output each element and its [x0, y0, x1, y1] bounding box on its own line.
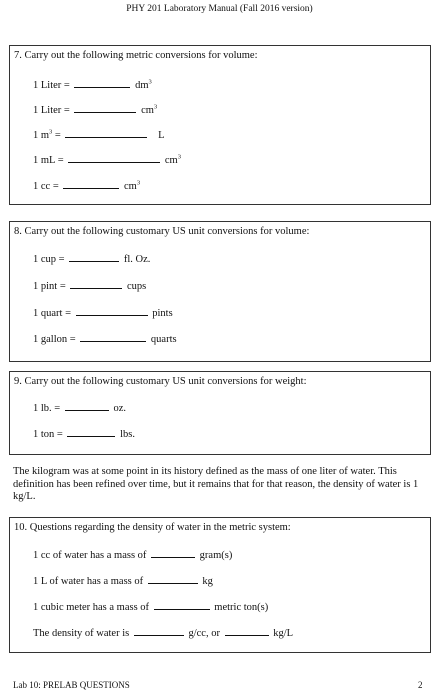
q10-row-3-answer-blank[interactable]	[154, 600, 210, 610]
question-8-box	[9, 221, 431, 362]
q8-row-4-answer-blank[interactable]	[80, 332, 146, 342]
q10-row-3-unit: metric ton(s)	[214, 602, 269, 613]
q7-row-4-label: 1 mL =	[33, 155, 64, 166]
q9-row-2-label: 1 ton =	[33, 429, 63, 440]
q7-row-4	[33, 153, 181, 166]
q7-row-1	[33, 78, 152, 91]
q7-row-3	[33, 128, 165, 141]
q7-row-3-label-sup: 3	[49, 128, 53, 136]
q8-row-2	[33, 279, 146, 292]
q10-row-2	[33, 574, 213, 587]
q10-row-3-label: 1 cubic meter has a mass of	[33, 602, 150, 613]
q7-row-1-unit: dm	[135, 80, 149, 91]
q8-row-3	[33, 306, 173, 319]
q7-row-5-label: 1 cc =	[33, 181, 59, 192]
q7-row-2-answer-blank[interactable]	[74, 103, 136, 113]
question-9-title: 9. Carry out the following customary US unit conversions for weight:	[14, 376, 307, 387]
q7-row-5-unit-sup: 3	[136, 179, 141, 187]
q7-row-5	[33, 179, 140, 192]
question-10-box	[9, 517, 431, 653]
q9-row-1	[33, 401, 126, 414]
q7-row-1-label: 1 Liter =	[33, 80, 70, 91]
q7-row-2-unit: cm	[141, 105, 154, 116]
q7-row-3-label-eq: =	[52, 130, 61, 141]
footer-lab-title: Lab 10: PRELAB QUESTIONS	[13, 680, 130, 690]
q9-row-1-answer-blank[interactable]	[65, 401, 109, 411]
q10-row-4-answer-blank-kgl[interactable]	[225, 626, 269, 636]
q7-row-1-unit-sup: 3	[148, 78, 152, 86]
q8-row-1-unit: fl. Oz.	[123, 254, 151, 265]
page-header: PHY 201 Laboratory Manual (Fall 2016 version)	[126, 4, 313, 14]
q8-row-2-answer-blank[interactable]	[70, 279, 122, 289]
q10-row-3	[33, 600, 268, 613]
q9-row-2	[33, 427, 135, 440]
q10-row-4-label: The density of water is	[33, 628, 130, 639]
q8-row-2-label: 1 pint =	[33, 281, 66, 292]
q7-row-4-answer-blank[interactable]	[68, 153, 160, 163]
q8-row-4-label: 1 gallon =	[33, 334, 76, 345]
question-10-title: 10. Questions regarding the density of water in the metric system:	[14, 522, 291, 533]
q9-row-1-label: 1 lb. =	[33, 403, 61, 414]
q10-row-1-answer-blank[interactable]	[151, 548, 195, 558]
question-9-box	[9, 371, 431, 455]
q8-row-1-answer-blank[interactable]	[69, 252, 119, 262]
q7-row-3-answer-blank[interactable]	[65, 128, 147, 138]
q7-row-3-label: 1 m	[33, 130, 50, 141]
q8-row-1-label: 1 cup =	[33, 254, 65, 265]
q10-row-4	[33, 626, 293, 639]
q9-row-2-answer-blank[interactable]	[67, 427, 115, 437]
q7-row-4-unit-sup: 3	[177, 153, 181, 161]
q8-row-3-label: 1 quart =	[33, 308, 71, 319]
q7-row-3-unit: L	[158, 130, 165, 141]
q10-row-2-answer-blank[interactable]	[148, 574, 198, 584]
footer-page-number: 2	[418, 680, 423, 690]
q8-row-3-unit: pints	[152, 308, 173, 319]
q7-row-2-unit-sup: 3	[153, 103, 158, 111]
q9-row-2-unit: lbs.	[120, 429, 135, 440]
q7-row-5-unit: cm	[124, 181, 137, 192]
question-7-box	[9, 45, 431, 205]
q8-row-3-answer-blank[interactable]	[76, 306, 148, 316]
q10-row-4-mid-unit: g/cc, or	[188, 628, 220, 639]
q7-row-2	[33, 103, 157, 116]
q8-row-4-unit: quarts	[150, 334, 177, 345]
question-7-title: 7. Carry out the following metric conversions for volume:	[14, 50, 258, 61]
question-8-title: 8. Carry out the following customary US unit conversions for volume:	[14, 226, 310, 237]
q7-row-1-answer-blank[interactable]	[74, 78, 130, 88]
q10-row-2-label: 1 L of water has a mass of	[33, 576, 144, 587]
q10-row-1	[33, 548, 232, 561]
q7-row-5-answer-blank[interactable]	[63, 179, 119, 189]
q10-row-4-unit: kg/L	[273, 628, 294, 639]
q10-row-4-answer-blank-gcc[interactable]	[134, 626, 184, 636]
q10-row-1-unit: gram(s)	[199, 550, 233, 561]
q8-row-4	[33, 332, 177, 345]
q8-row-2-unit: cups	[127, 281, 147, 292]
q8-row-1	[33, 252, 150, 265]
q10-row-1-label: 1 cc of water has a mass of	[33, 550, 147, 561]
q9-row-1-unit: oz.	[113, 403, 127, 414]
q10-row-2-unit: kg	[202, 576, 213, 587]
q7-row-2-label: 1 Liter =	[33, 105, 70, 116]
q7-row-4-unit: cm	[164, 155, 178, 166]
density-paragraph: The kilogram was at some point in its history defined as the mass of one liter of water. This definition has been refined over time, but it remains that for that reason, the density of water is 1 kg/L.	[13, 466, 419, 502]
